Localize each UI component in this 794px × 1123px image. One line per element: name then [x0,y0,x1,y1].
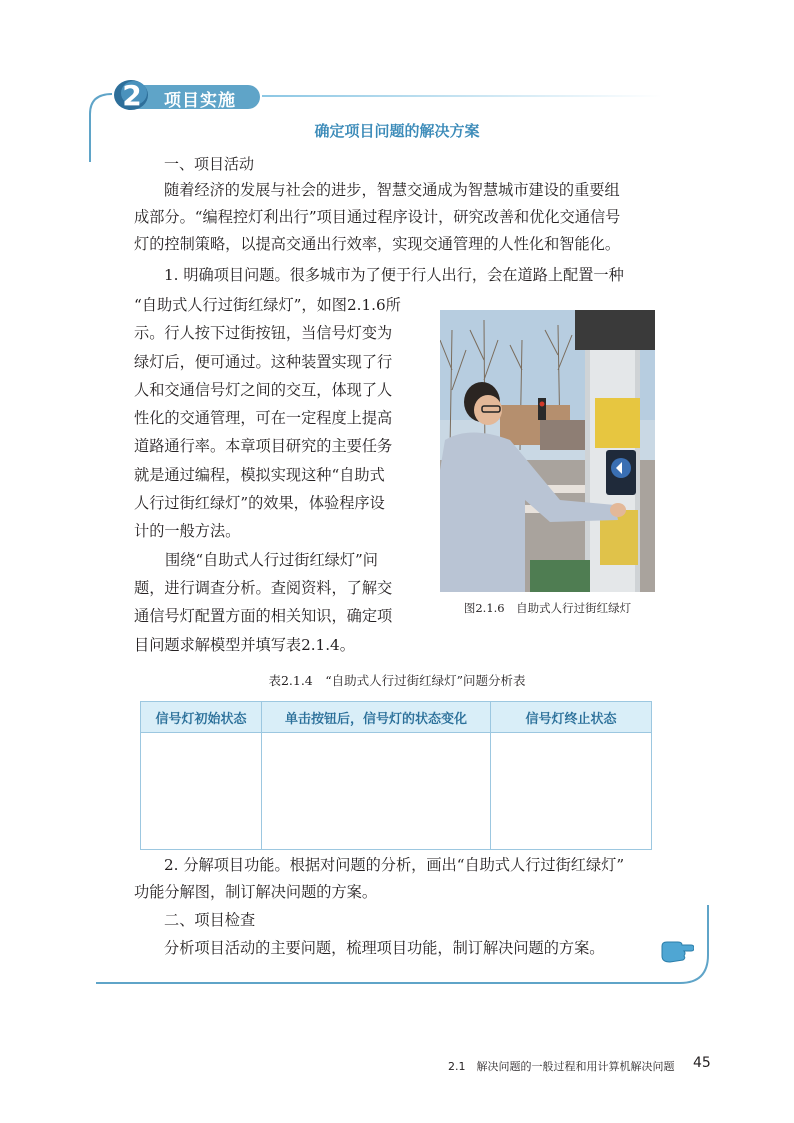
table-header-cell: 单击按钮后，信号灯的状态变化 [262,702,491,733]
text-line: 道路通行率。本章项目研究的主要任务 [134,437,393,456]
analysis-table [140,701,652,850]
intro-line-3: 灯的控制策略，以提高交通出行效率，实现交通管理的人性化和智能化。 [134,235,620,253]
header-rule [262,95,662,97]
table-row [141,733,652,850]
table-cell-change[interactable] [262,733,491,850]
text-line: 围绕“自助式人行过街红绿灯”问 [165,550,378,569]
table-header-cell: 信号灯终止状态 [491,702,652,733]
text-line: 目问题求解模型并填写表2.1.4。 [134,635,355,654]
text-line: 示。行人按下过街按钮，当信号灯变为 [134,324,393,343]
figure-caption: 图2.1.6 自助式人行过街红绿灯 [463,601,632,615]
intro-line-1: 随着经济的发展与社会的进步，智慧交通成为智慧城市建设的重要组 [164,181,620,199]
text-line: 性化的交通管理，可在一定程度上提高 [134,409,393,428]
intro-line-2: 成部分。“编程控灯利出行”项目通过程序设计，研究改善和优化交通信号 [134,208,621,226]
badge-number-icon [112,78,150,112]
text-line: 人行过街红绿灯”的效果，体验程序设 [134,494,385,513]
text-line: 通信号灯配置方面的相关知识，确定项 [134,607,393,626]
pedestrian-button-photo [440,310,655,592]
text-line: 计的一般方法。 [134,522,241,541]
table-header-cell: 信号灯初始状态 [141,702,262,733]
footer-chapter: 2.1 解决问题的一般过程和用计算机解决问题 [448,1060,675,1073]
table-cell-initial[interactable] [141,733,262,850]
pointing-hand-icon [660,938,694,964]
check-text: 分析项目活动的主要问题，梳理项目功能，制订解决问题的方案。 [164,939,605,957]
step2-line-2: 功能分解图，制订解决问题的方案。 [134,883,377,901]
table-caption: 表2.1.4 “自助式人行过街红绿灯”问题分析表 [268,673,526,688]
text-line: 就是通过编程，模拟实现这种“自助式 [134,465,385,484]
svg-text:2: 2 [122,79,142,112]
check-heading: 二、项目检查 [164,911,256,929]
table-cell-final[interactable] [491,733,652,850]
step1-line: 1. 明确项目问题。很多城市为了便于行人出行，会在道路上配置一种 [164,266,624,284]
step1-wrap-text [134,291,419,659]
text-line: 绿灯后，便可通过。这种装置实现了行 [134,352,393,371]
badge-label: 项目实施 [164,91,236,111]
text-line: 题，进行调查分析。查阅资料，了解交 [134,578,393,597]
step2-line-1: 2. 分解项目功能。根据对问题的分析，画出“自助式人行过街红绿灯” [164,856,625,874]
activity-heading: 一、项目活动 [164,155,255,173]
section-title: 确定项目问题的解决方案 [314,122,480,140]
page-number: 45 [693,1055,711,1071]
text-line: “自助式人行过街红绿灯”，如图2.1.6所 [134,296,401,314]
text-line: 人和交通信号灯之间的交互，体现了人 [134,380,393,399]
section-badge [112,79,260,112]
table-header-row [141,702,652,733]
